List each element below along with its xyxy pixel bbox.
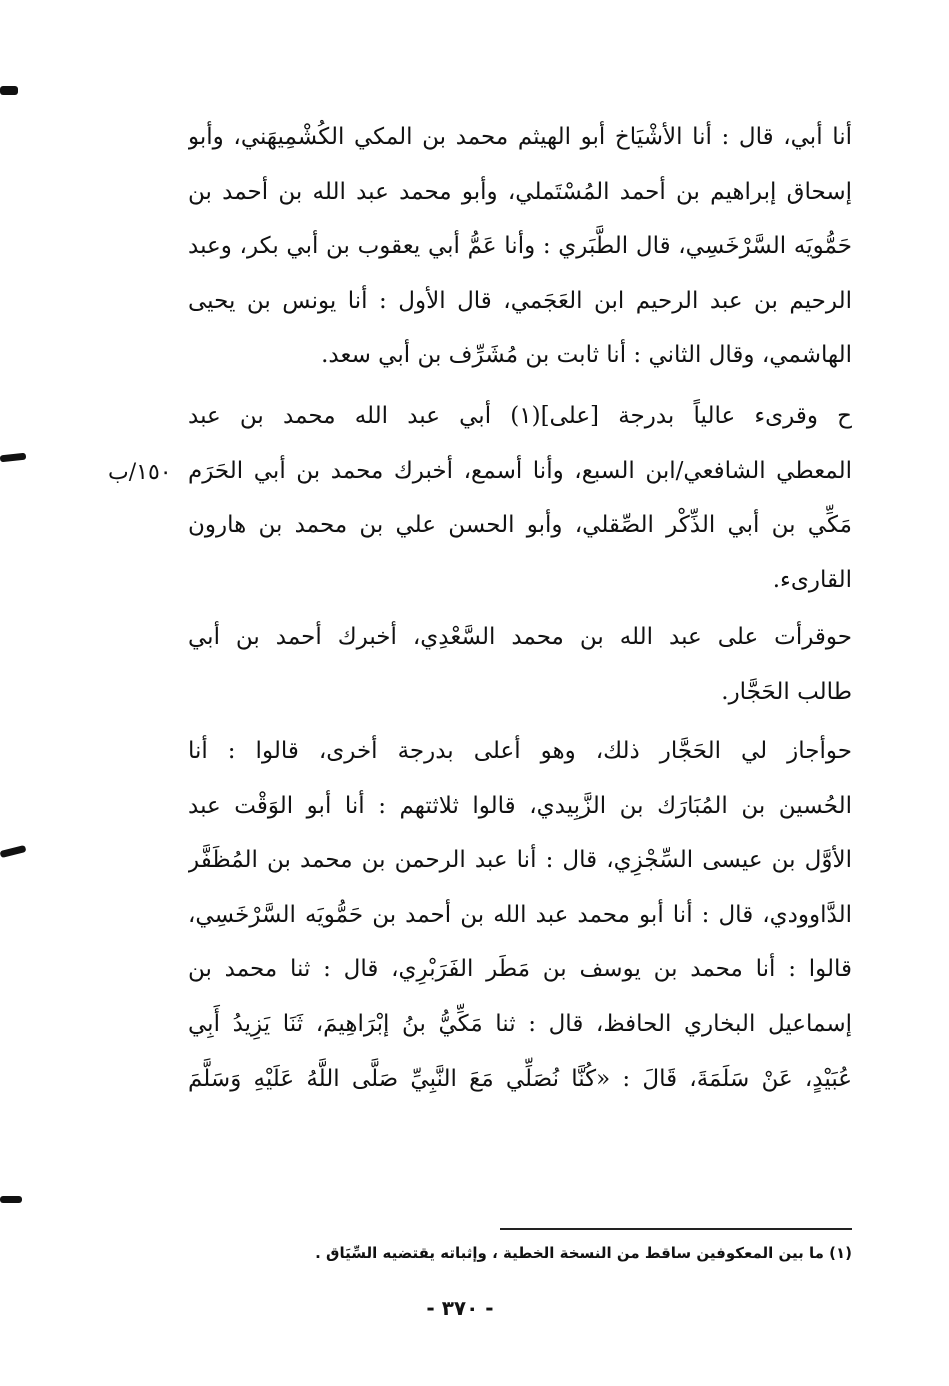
text-line: المعطي الشافعي/ابن السبع، وأنا أسمع، أخبرك محمد بن أبي الحَرَم: [188, 457, 852, 484]
text-line: إسماعيل البخاري الحافظ، قال : ثنا مَكِّيُّ بنُ إبْرَاهِيمَ، ثَنَا يَزِيدُ أَبِي: [188, 1010, 852, 1037]
footnote: (١) ما بين المعكوفين ساقط من النسخة الخطية ، وإثباته يقتضيه السِّيَاق .: [315, 1244, 852, 1262]
text-line: الرحيم بن عبد الرحيم ابن العَجَمي، قال الأول : أنا يونس بن يحيى: [188, 287, 852, 314]
text-line: حوأجاز لي الحَجَّار ذلك، وهو أعلى بدرجة أخرى، قالوا : أنا: [188, 738, 852, 764]
footnote-separator: [500, 1228, 852, 1230]
text-line: عُبَيْدٍ، عَنْ سَلَمَةَ، قَالَ : «كُنَّا نُصَلِّي مَعَ النَّبِيِّ صَلَّى اللَّهُ عَلَيْهِ وَسَلَّمَ: [188, 1065, 852, 1092]
binding-mark: [0, 1196, 22, 1203]
text-line: طالب الحَجَّار.: [721, 678, 852, 705]
text-line: حَمُّويَه السَّرْخَسِي، قال الطَّبَري : وأنا عَمُّ أبي يعقوب بن أبي بكر، وعبد: [188, 233, 852, 260]
text-line: أنا أبي، قال : أنا الأشْيَاخ أبو الهيثم محمد بن المكي الكُشْمِيهَني، وأبو: [188, 124, 852, 150]
paragraph-4: [188, 724, 852, 1106]
text-line: الدَّاوودي، قال : أنا أبو محمد عبد الله بن أحمد بن حَمُّويَه السَّرْخَسِي،: [188, 901, 852, 928]
paragraph-2: [188, 389, 852, 607]
text-line: مَكِّي بن أبي الذِّكْر الصِّقلي، وأبو الحسن علي بن محمد بن هارون: [188, 512, 852, 539]
paragraph-1: [188, 110, 852, 383]
text-line: الحُسين بن المُبَارَك بن الزَّبِيدي، قالوا ثلاثتهم : أنا أبو الوَقْت عبد: [188, 792, 852, 819]
text-line: ح وقرىء عالياً بدرجة [على](١) أبي عبد الله محمد بن عبد: [188, 403, 852, 429]
binding-mark: [0, 86, 18, 95]
binding-mark: [0, 845, 26, 858]
page-number: - ٣٧٠ -: [426, 1296, 494, 1320]
text-line: القارىء.: [772, 566, 852, 593]
folio-margin-note: ١٥٠/ب: [108, 460, 172, 485]
text-line: إسحاق إبراهيم بن أحمد المُسْتَملي، وأبو محمد عبد الله بن أحمد بن: [188, 178, 852, 205]
text-line: الهاشمي، وقال الثاني : أنا ثابت بن مُشَرِّف بن أبي سعد.: [321, 342, 852, 369]
binding-mark: [0, 453, 26, 463]
text-line: قالوا : أنا محمد بن يوسف بن مَطَر الفَرَبْرِي، قال : ثنا محمد بن: [188, 956, 852, 983]
text-line: حوقرأت على عبد الله بن محمد السَّعْدِي، أخبرك أحمد بن أبي: [188, 624, 852, 650]
text-line: الأوَّل بن عيسى السِّجْزِي، قال : أنا عبد الرحمن بن محمد بن المُظَفَّر: [188, 847, 852, 874]
paragraph-3: [188, 610, 852, 719]
